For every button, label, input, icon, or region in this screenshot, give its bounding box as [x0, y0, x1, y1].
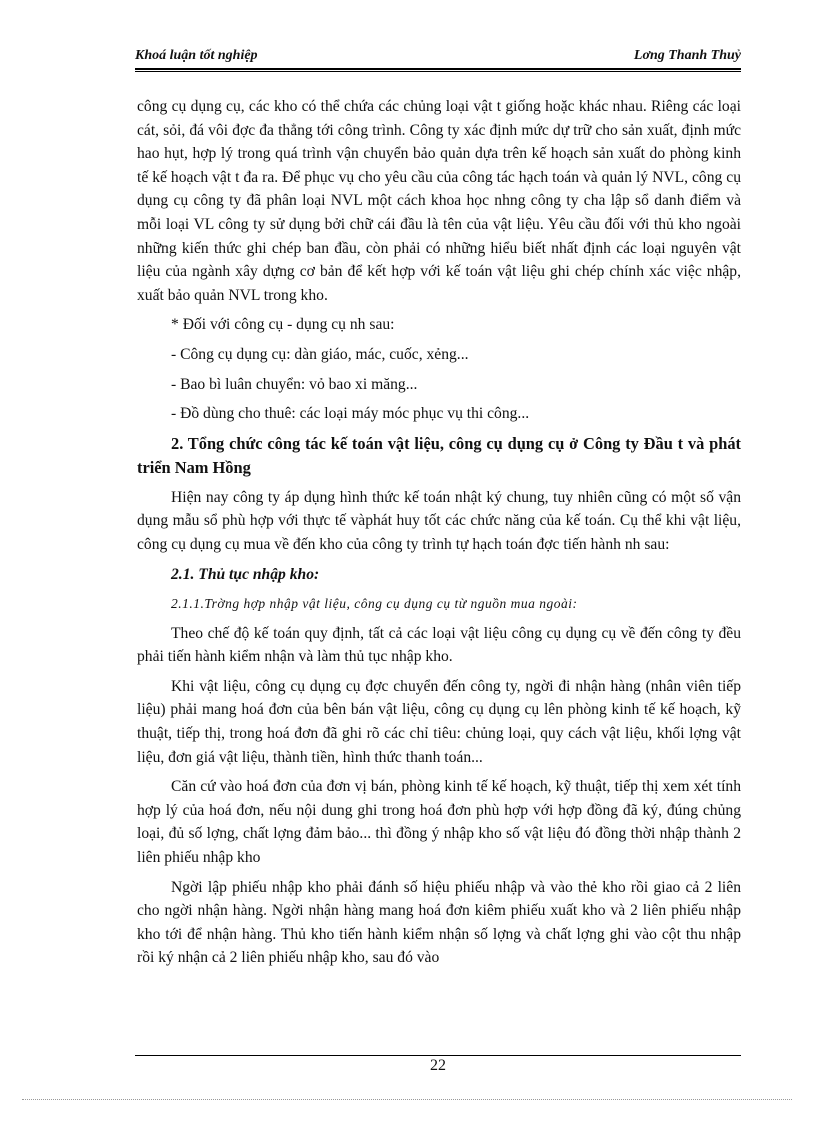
list-item: - Đồ dùng cho thuê: các loại máy móc phục vụ thi công...: [171, 405, 530, 423]
footer-rule: [135, 1055, 741, 1056]
paragraph-warehouse: công cụ dụng cụ, các kho có thể chứa các chủng loại vật t giống hoặc khác nhau. Riêng các loại cát, sỏi, đá vôi đợc đa thẳng tới công trình. Công ty xác định mức dự trữ cho sản xuất, định mức hao hụt, hợp lý trong quá trình vận chuyển bảo quản dựa trên kế hoạch sản xuất do phòng kinh tế kế hoạch vật t đa ra. Để phục vụ cho yêu cầu của công tác hạch toán và quản lý NVL, công cụ dụng cụ công ty đã phân loại NVL một cách khoa học nhng công ty cha lập sổ danh điểm và mỗi loại VL công ty sử dụng bởi chữ cái đầu là tên của vật liệu. Yêu cầu đối với thủ kho ngoài những kiến thức ghi chép ban đầu, còn phải có những hiểu biết nhất định các loại nguyên vật liệu của ngành xây dựng cơ bản để kết hợp với kế toán vật liệu ghi chép chính xác việc nhập, xuất bảo quản NVL trong kho.: [137, 98, 741, 304]
document-body: [137, 95, 741, 970]
list-item: - Bao bì luân chuyển: vỏ bao xi măng...: [171, 375, 418, 393]
list-item: - Công cụ dụng cụ: dàn giáo, mác, cuốc, xẻng...: [171, 345, 469, 363]
paragraph-invoice-check: Căn cứ vào hoá đơn của đơn vị bán, phòng kinh tế kế hoạch, kỹ thuật, tiếp thị xem xét tính hợp lý của hoá đơn, nếu nội dung ghi trong hoá đơn phù hợp với hợp đồng đã ký, đúng chủng loại, đủ số lợng, chất lợng đảm bảo... thì đồng ý nhập kho số vật liệu đó đồng thời nhập thành 2 liên phiếu nhập kho: [137, 778, 741, 867]
paragraph-regulation: Theo chế độ kế toán quy định, tất cả các loại vật liệu công cụ dụng cụ về đến công ty đều phải tiến hành kiểm nhận và làm thủ tục nhập kho.: [137, 624, 741, 666]
section-heading-2-1: 2.1. Thủ tục nhập kho:: [171, 565, 320, 583]
section-heading-2: 2. Tổng chức công tác kế toán vật liệu, công cụ dụng cụ ở Công ty Đầu t và phát triển Nam Hồng: [137, 433, 741, 477]
header-author: Lơng Thanh Thuỷ: [633, 48, 741, 63]
paragraph-accounting-form: Hiện nay công ty áp dụng hình thức kế toán nhật ký chung, tuy nhiên cũng có một số vận dụng mẫu sổ phù hợp với thực tế vàphát huy tốt các chức năng của kế toán. Cụ thể khi vật liệu, công cụ dụng cụ mua về đến kho của công ty trình tự hạch toán đợc tiến hành nh sau:: [137, 488, 741, 553]
header-rule: [135, 71, 741, 72]
paragraph-receipt: Ngời lập phiếu nhập kho phải đánh số hiệu phiếu nhập và vào thẻ kho rồi giao cả 2 liên cho ngời nhận hàng. Ngời nhận hàng mang hoá đơn kiêm phiếu xuất kho và 2 liên phiếu nhập kho tới để nhận hàng. Thủ kho tiến hành kiểm nhận số lợng và chất lợng ghi vào cột thu nhập rồi ký nhận cả 2 liên phiếu nhập kho, sau đó vào: [137, 878, 741, 967]
header-title: Khoá luận tốt nghiệp: [135, 48, 258, 63]
section-heading-2-1-1: 2.1.1.Trờng hợp nhập vật liệu, công cụ dụng cụ từ nguồn mua ngoài:: [171, 596, 578, 612]
page-number: 22: [430, 1057, 446, 1074]
list-intro: * Đối với công cụ - dụng cụ nh sau:: [171, 316, 395, 334]
page-header: [135, 48, 741, 70]
page-bottom-border: [22, 1099, 792, 1100]
paragraph-delivery: Khi vật liệu, công cụ dụng cụ đợc chuyển đến công ty, ngời đi nhận hàng (nhân viên tiếp liệu) phải mang hoá đơn của bên bán vật liệu, công cụ dụng cụ lên phòng kinh tế kế hoạch, kỹ thuật, tiếp thị, trong hoá đơn đã ghi rõ các chỉ tiêu: chủng loại, quy cách vật liệu, khối lợng vật liệu, đơn giá vật liệu, thành tiền, hình thức thanh toán...: [137, 677, 741, 766]
